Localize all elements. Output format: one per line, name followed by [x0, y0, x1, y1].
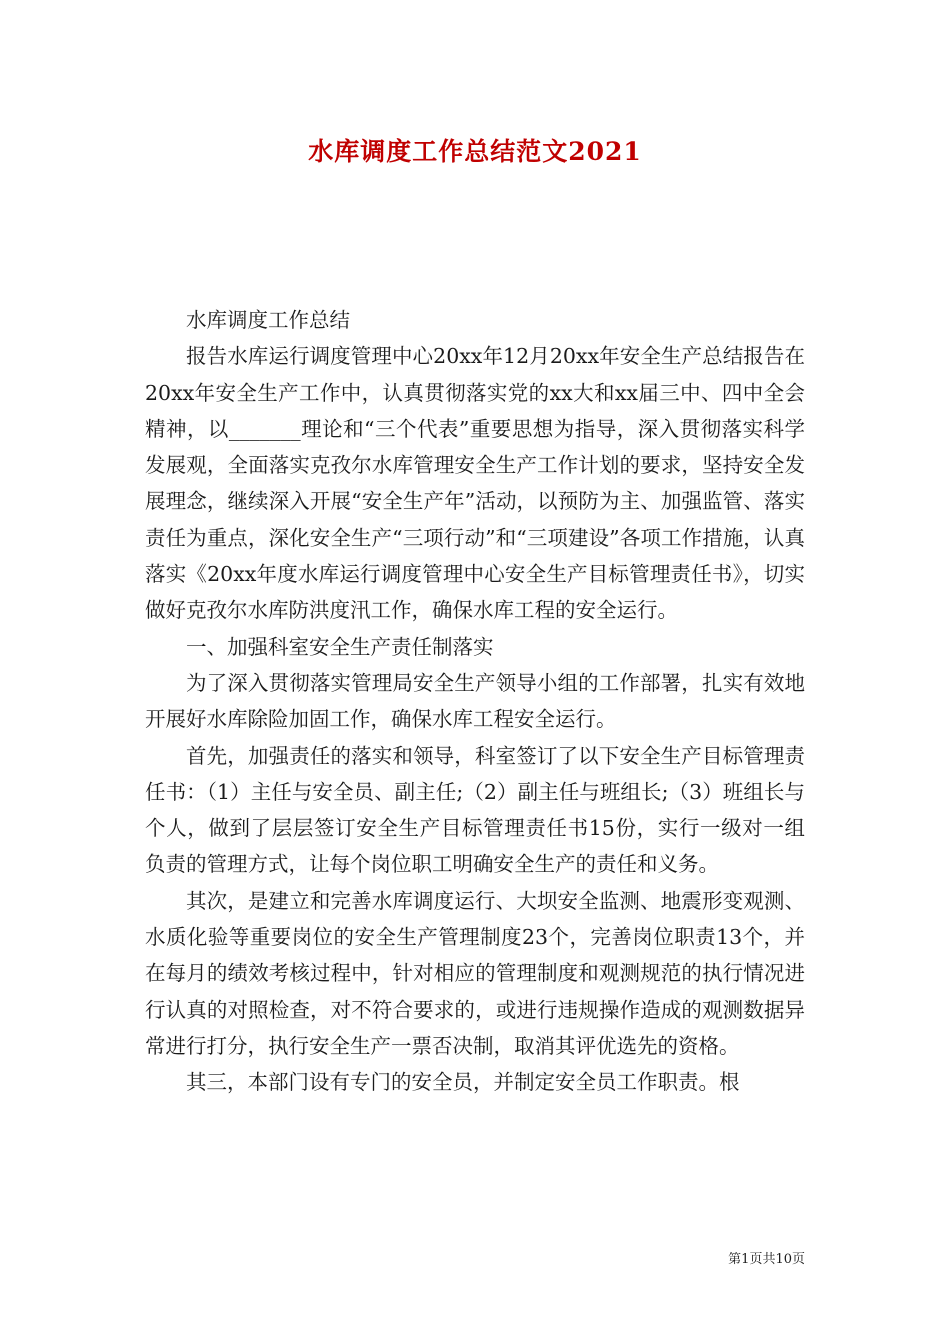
paragraph: 首先，加强责任的落实和领导，科室签订了以下安全生产目标管理责任书：（1）主任与安全员、副主任;（2）副主任与班组长;（3）班组长与个人，做到了层层签订安全生产目标管理责任书15份，实行一级对一组负责的管理方式，让每个岗位职工明确安全生产的责任和义务。	[145, 743, 805, 877]
paragraph: 报告水库运行调度管理中心20xx年12月20xx年安全生产总结报告在20xx年安全生产工作中，认真贯彻落实党的xx大和xx届三中、四中全会精神，以_______理论和“三个代表”重要思想为指导，深入贯彻落实科学发展观，全面落实克孜尔水库管理安全生产工作计划的要求，坚持安全发展理念，继续深入开展“安全生产年”活动，以预防为主、加强监管、落实责任为重点，深化安全生产“三项行动”和“三项建设”各项工作措施，认真落实《20xx年度水库运行调度管理中心安全生产目标管理责任书》，切实做好克孜尔水库防洪度汛工作，确保水库工程的安全运行。	[145, 344, 805, 623]
document-title: 水库调度工作总结范文2021	[308, 137, 642, 166]
section-heading: 一、加强科室安全生产责任制落实	[186, 634, 494, 659]
paragraph: 其三，本部门设有专门的安全员，并制定安全员工作职责。根	[186, 1070, 740, 1095]
page-number: 第1页共10页	[728, 1252, 805, 1267]
paragraph: 其次，是建立和完善水库调度运行、大坝安全监测、地震形变观测、水质化验等重要岗位的安全生产管理制度23个，完善岗位职责13个，并在每月的绩效考核过程中，针对相应的管理制度和观测规范的执行情况进行认真的对照检查，对不符合要求的，或进行违规操作造成的观测数据异常进行打分，执行安全生产一票否决制，取消其评优选先的资格。	[145, 888, 805, 1058]
paragraph-heading: 水库调度工作总结	[186, 308, 350, 332]
document-body	[145, 302, 805, 1101]
paragraph: 为了深入贯彻落实管理局安全生产领导小组的工作部署，扎实有效地开展好水库除险加固工作，确保水库工程安全运行。	[145, 670, 805, 732]
